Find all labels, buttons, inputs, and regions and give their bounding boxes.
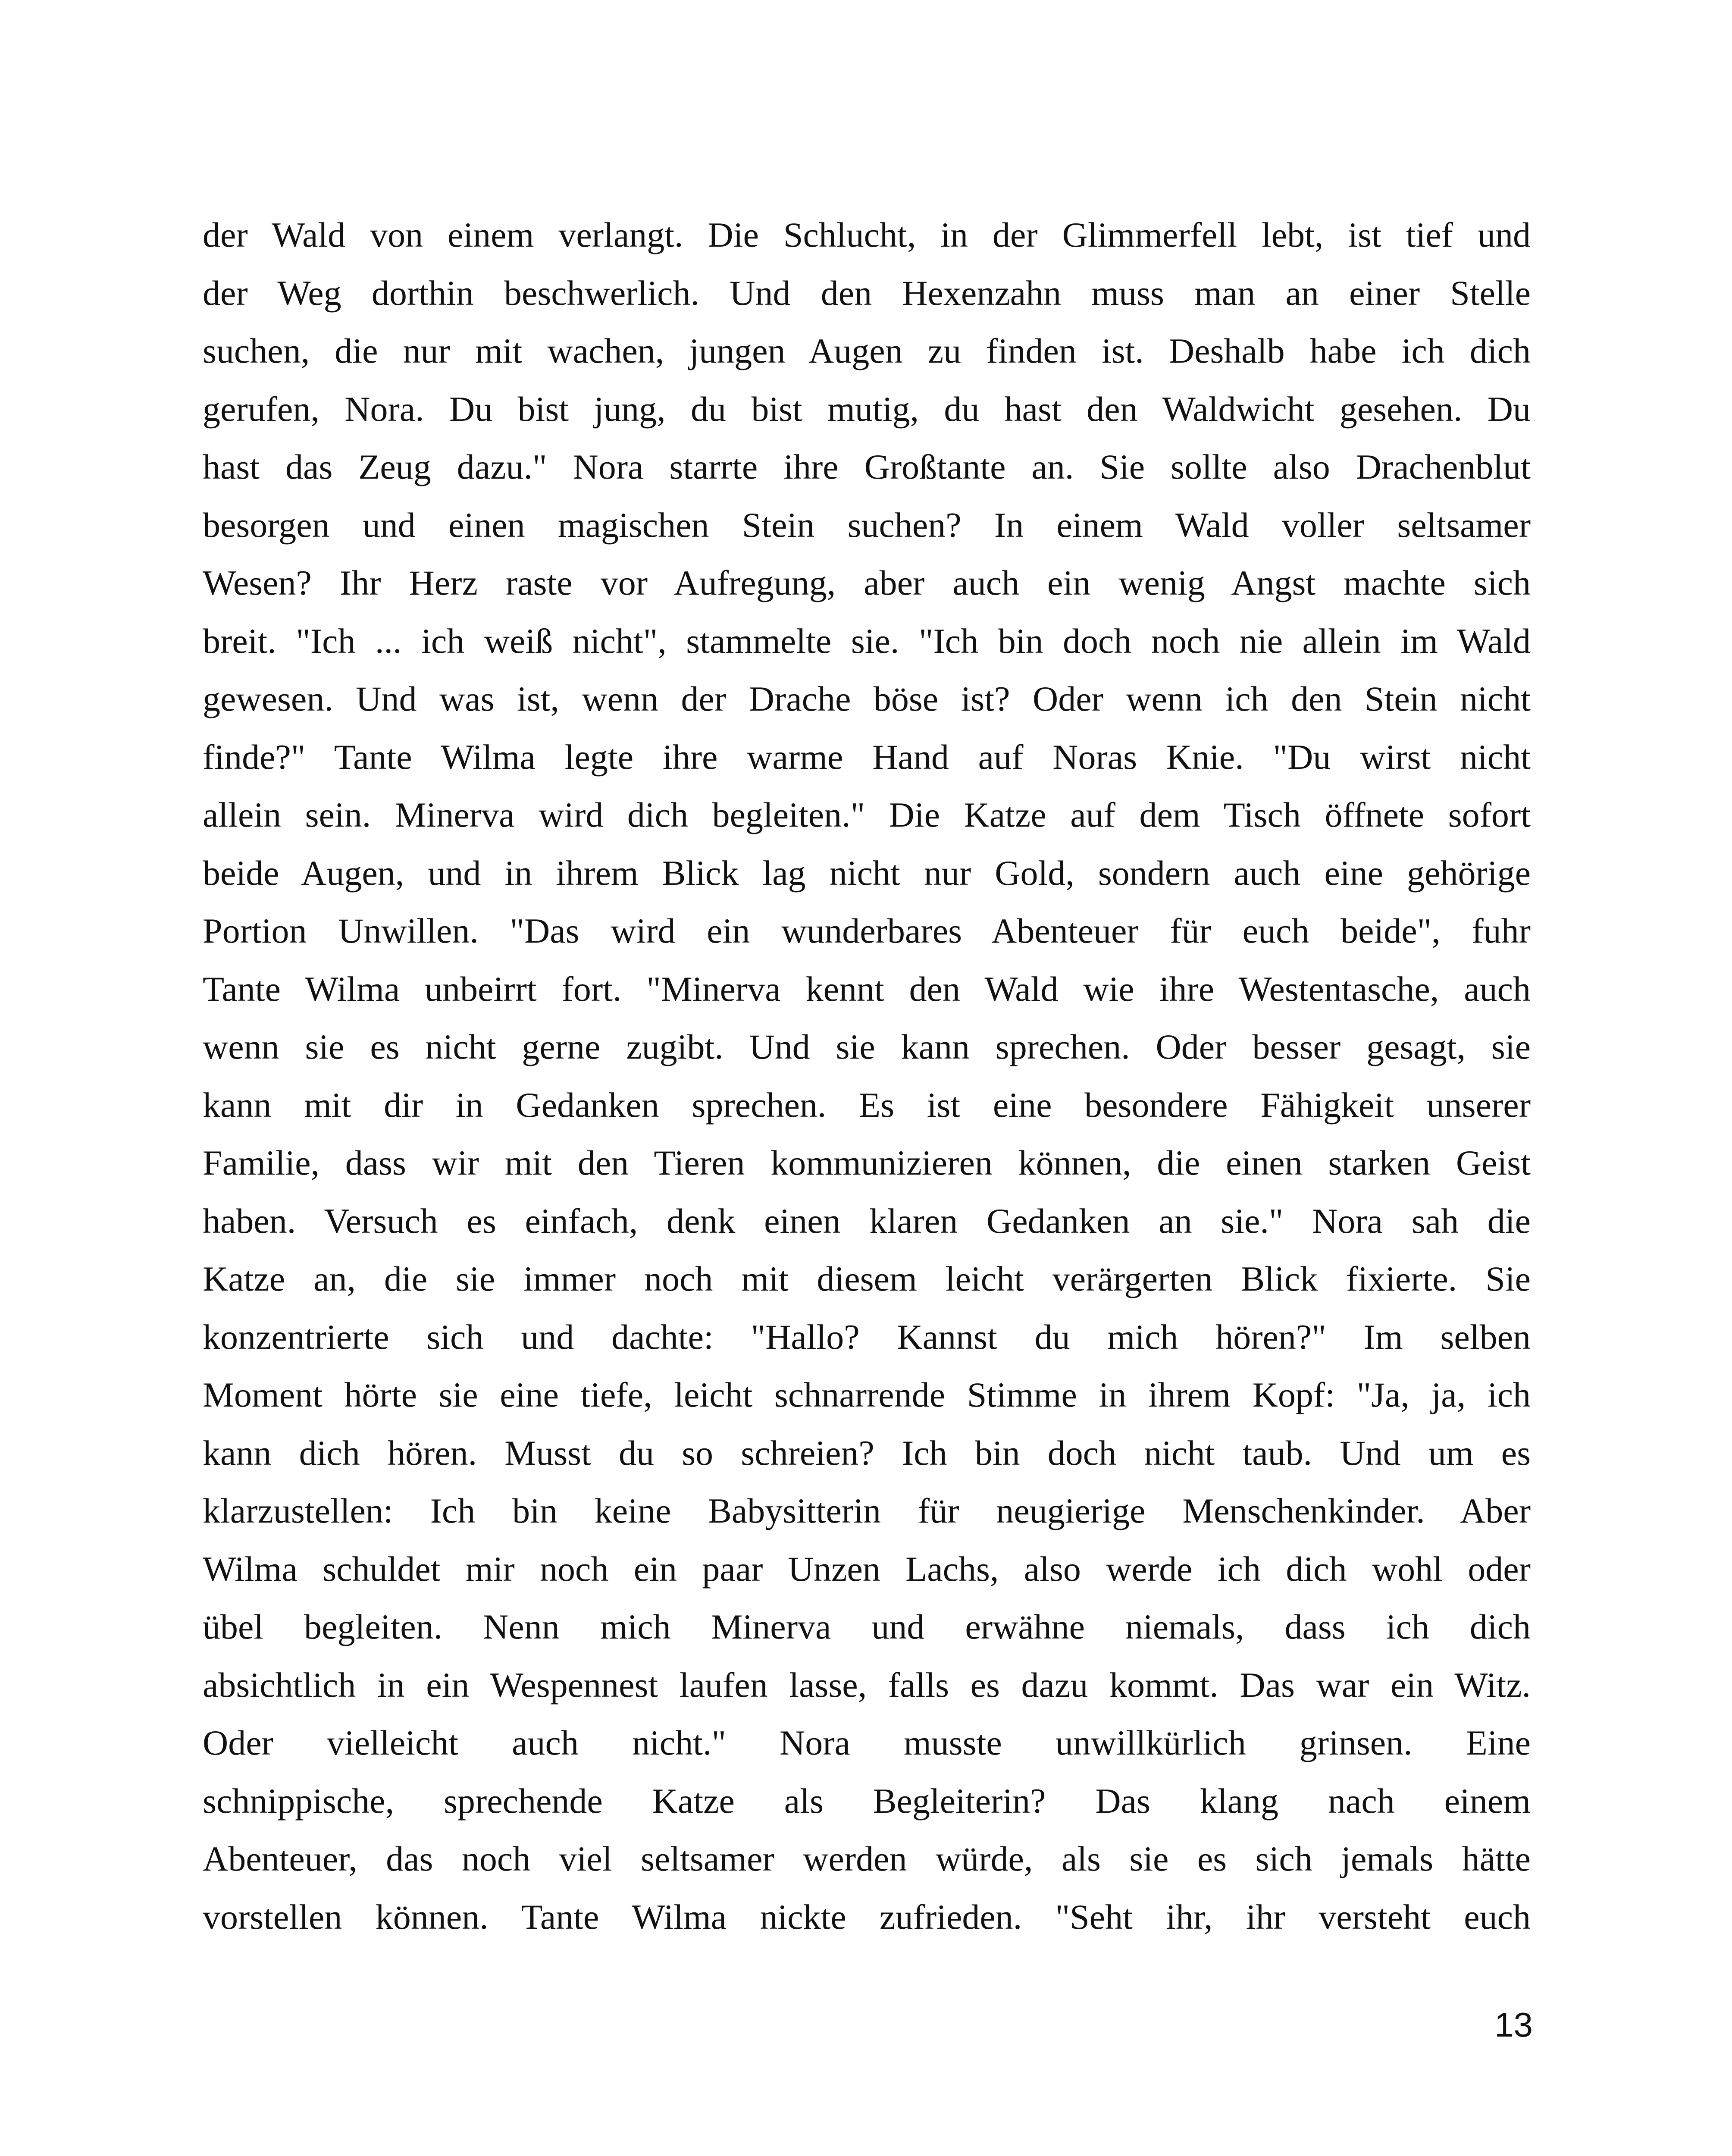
text-line: Tante Wilma unbeirrt fort. "Minerva kennt den Wald wie ihre Westentasche, auch [203,969,1531,1009]
text-line: der Weg dorthin beschwerlich. Und den Hexenzahn muss man an einer Stelle [203,273,1531,313]
text-line: vorstellen können. Tante Wilma nickte zufrieden. "Seht ihr, ihr versteht euch [203,1897,1531,1937]
text-line: Familie, dass wir mit den Tieren kommunizieren können, die einen starken Geist [203,1143,1531,1182]
text-line: der Wald von einem verlangt. Die Schlucht, in der Glimmerfell lebt, ist tief und [203,215,1531,254]
body-text [203,206,1531,1946]
text-line: Wesen? Ihr Herz raste vor Aufregung, aber auch ein wenig Angst machte sich [203,563,1531,602]
text-line: Katze an, die sie immer noch mit diesem leicht verärgerten Blick fixierte. Sie [203,1259,1531,1298]
text-line: Wilma schuldet mir noch ein paar Unzen Lachs, also werde ich dich wohl oder [203,1549,1531,1589]
text-line: konzentrierte sich und dachte: "Hallo? Kannst du mich hören?" Im selben [203,1317,1531,1357]
text-line: gerufen, Nora. Du bist jung, du bist mutig, du hast den Waldwicht gesehen. Du [203,389,1531,429]
text-line: haben. Versuch es einfach, denk einen klaren Gedanken an sie." Nora sah die [203,1201,1531,1241]
text-line: suchen, die nur mit wachen, jungen Augen zu finden ist. Deshalb habe ich dich [203,331,1531,370]
text-line: absichtlich in ein Wespennest laufen lasse, falls es dazu kommt. Das war ein Witz. [203,1665,1531,1705]
text-line: hast das Zeug dazu." Nora starrte ihre Großtante an. Sie sollte also Drachenblut [203,447,1531,486]
page-number: 13 [1494,2006,1533,2044]
text-line: Portion Unwillen. "Das wird ein wunderbares Abenteuer für euch beide", fuhr [203,911,1531,950]
text-line: übel begleiten. Nenn mich Minerva und erwähne niemals, dass ich dich [203,1607,1531,1646]
text-line: klarzustellen: Ich bin keine Babysitterin für neugierige Menschenkinder. Aber [203,1491,1531,1530]
text-line: Moment hörte sie eine tiefe, leicht schnarrende Stimme in ihrem Kopf: "Ja, ja, ich [203,1375,1531,1414]
text-line: finde?" Tante Wilma legte ihre warme Hand auf Noras Knie. "Du wirst nicht [203,737,1531,777]
text-line: breit. "Ich ... ich weiß nicht", stammelte sie. "Ich bin doch noch nie allein im Wald [203,621,1531,661]
text-line: beide Augen, und in ihrem Blick lag nicht nur Gold, sondern auch eine gehörige [203,853,1531,893]
text-line: wenn sie es nicht gerne zugibt. Und sie kann sprechen. Oder besser gesagt, sie [203,1027,1531,1066]
text-line: schnippische, sprechende Katze als Begleiterin? Das klang nach einem [203,1781,1531,1821]
text-line: kann mit dir in Gedanken sprechen. Es ist eine besondere Fähigkeit unserer [203,1085,1531,1125]
text-line: Abenteuer, das noch viel seltsamer werden würde, als sie es sich jemals hätte [203,1839,1531,1878]
text-line: allein sein. Minerva wird dich begleiten." Die Katze auf dem Tisch öffnete sofort [203,795,1531,834]
text-line: besorgen und einen magischen Stein suchen? In einem Wald voller seltsamer [203,505,1531,545]
text-line: kann dich hören. Musst du so schreien? Ich bin doch nicht taub. Und um es [203,1433,1531,1473]
text-line: Oder vielleicht auch nicht." Nora musste unwillkürlich grinsen. Eine [203,1723,1531,1762]
text-line: gewesen. Und was ist, wenn der Drache böse ist? Oder wenn ich den Stein nicht [203,679,1531,718]
